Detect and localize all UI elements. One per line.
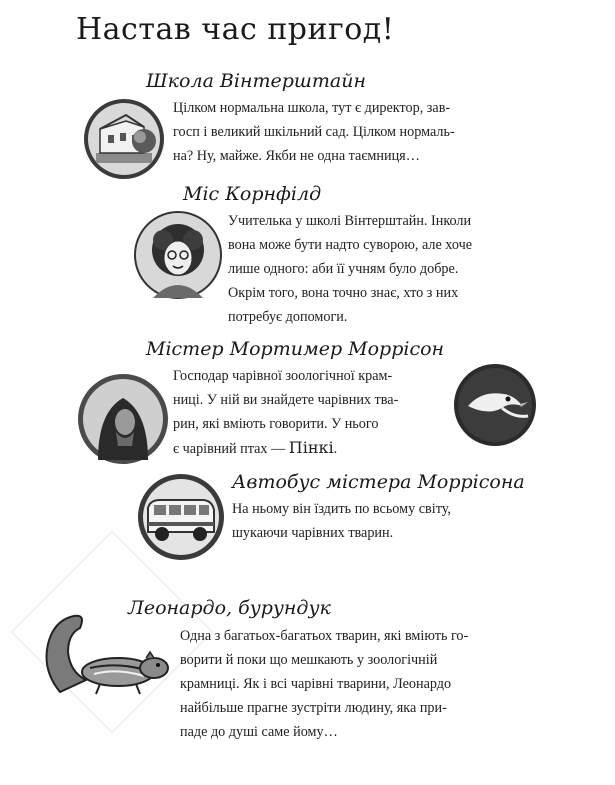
miss-cornfield-portrait (133, 210, 223, 300)
text-line: вона може бути надто суворою, але хоче (228, 237, 473, 253)
bus-medallion-illustration (136, 472, 226, 562)
miss-cornfield-description (228, 209, 530, 329)
school-description (173, 96, 529, 168)
text-line: Господар чарівної зоологічної крам- (173, 368, 393, 384)
pinky-name: Пінкі (288, 438, 334, 457)
miss-cornfield-heading: Міс Корнфілд (183, 183, 322, 205)
mr-morrison-description (173, 364, 447, 461)
text-line: паде до душі саме йому… (180, 724, 338, 740)
text-line: ниці. У ній ви знайдете чарівних тва- (173, 392, 399, 408)
text-line: Одна з багатьох-багатьох тварин, які вміють го- (180, 628, 469, 644)
leonardo-description (180, 624, 530, 744)
mr-morrison-heading: Містер Мортимер Моррісон (146, 338, 445, 360)
leonardo-heading: Леонардо, бурундук (128, 597, 331, 619)
text-line: госп і великий шкільний сад. Цілком нормаль- (173, 124, 455, 140)
text-line-start: є чарівний птах — (173, 441, 289, 457)
mr-morrison-portrait (76, 372, 170, 466)
pinky-bird-medallion (452, 362, 538, 448)
text-line: лише одного: аби її учням було добре. (228, 261, 459, 277)
text-line: на? Ну, майже. Якби не одна таємниця… (173, 148, 420, 164)
text-line: Цілком нормальна школа, тут є директор, зав- (173, 100, 451, 116)
bus-heading: Автобус містера Моррісона (232, 471, 525, 493)
text-line: ворити й поки що мешкають у зоологічній (180, 652, 438, 668)
text-line-end: . (333, 441, 338, 457)
text-line: Учителька у школі Вінтерштайн. Інколи (228, 213, 472, 229)
school-medallion-illustration (82, 97, 166, 181)
text-line: шукаючи чарівних тварин. (232, 525, 394, 541)
text-line (173, 436, 447, 461)
text-line: На ньому він їздить по всьому світу, (232, 501, 451, 517)
text-line: Окрім того, вона точно знає, хто з них (228, 285, 459, 301)
bus-description (232, 497, 530, 545)
text-line: потребує допомоги. (228, 309, 348, 325)
school-heading: Школа Вінтерштайн (146, 70, 367, 92)
text-line: крамниці. Як і всі чарівні тварини, Леонардо (180, 676, 452, 692)
text-line: найбільше прагне зустріти людину, яка при- (180, 700, 447, 716)
text-line: рин, які вміють говорити. У нього (173, 416, 379, 432)
page-title: Настав час пригод! (76, 12, 395, 47)
